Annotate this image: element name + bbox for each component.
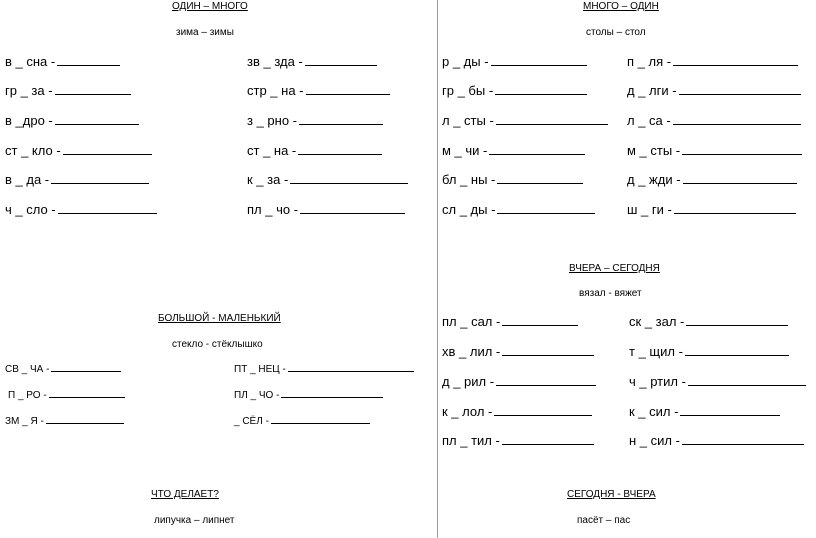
exercise-item: стр _ на -: [247, 84, 390, 97]
exercise-item: в _ сна -: [5, 55, 120, 68]
exercise-item: ч _ ртил -: [629, 375, 806, 388]
exercise-item: зв _ зда -: [247, 55, 377, 68]
example-segodnya-vchera: пасёт – пас: [577, 515, 631, 526]
exercise-item: р _ ды -: [442, 55, 587, 68]
example-bolshoy-malenkiy: стекло - стёклышко: [172, 339, 263, 350]
exercise-item: гр _ бы -: [442, 84, 587, 97]
exercise-item: п _ ля -: [627, 55, 798, 68]
section-title-vchera-segodnya: ВЧЕРА – СЕГОДНЯ: [569, 263, 660, 274]
example-mnogo-odin: столы – стол: [586, 27, 646, 38]
exercise-item: пл _ чо -: [247, 203, 405, 216]
exercise-item: бл _ ны -: [442, 173, 583, 186]
exercise-item: т _ щил -: [629, 345, 789, 358]
exercise-item: в _ да -: [5, 173, 149, 186]
exercise-item: з _ рно -: [247, 114, 383, 127]
column-divider: [437, 0, 438, 538]
exercise-item: пл _ тил -: [442, 434, 594, 447]
example-chto-delaet: липучка – липнет: [154, 515, 235, 526]
exercise-item: д _ жди -: [627, 173, 797, 186]
section-title-chto-delaet: ЧТО ДЕЛАЕТ?: [151, 489, 219, 500]
exercise-item: сл _ ды -: [442, 203, 595, 216]
exercise-item: л _ са -: [627, 114, 801, 127]
exercise-item: ш _ ги -: [627, 203, 796, 216]
exercise-item: ст _ на -: [247, 144, 382, 157]
exercise-item: д _ лги -: [627, 84, 801, 97]
section-title-segodnya-vchera: СЕГОДНЯ - ВЧЕРА: [567, 489, 656, 500]
exercise-item: м _ чи -: [442, 144, 585, 157]
exercise-item: к _ сил -: [629, 405, 780, 418]
exercise-item: _ СЁЛ -: [234, 417, 370, 427]
exercise-item: пл _ сал -: [442, 315, 578, 328]
exercise-item: гр _ за -: [5, 84, 131, 97]
exercise-item: П _ РО -: [8, 391, 125, 401]
exercise-item: л _ сты -: [442, 114, 608, 127]
exercise-item: в _дро -: [5, 114, 139, 127]
exercise-item: ПТ _ НЕЦ -: [234, 365, 414, 375]
example-vchera-segodnya: вязал - вяжет: [579, 288, 642, 299]
exercise-item: ск _ зал -: [629, 315, 788, 328]
section-title-bolshoy-malenkiy: БОЛЬШОЙ - МАЛЕНЬКИЙ: [158, 313, 281, 324]
exercise-item: ч _ сло -: [5, 203, 157, 216]
example-odin-mnogo: зима – зимы: [176, 27, 234, 38]
exercise-item: к _ лол -: [442, 405, 592, 418]
section-title-odin-mnogo: ОДИН – МНОГО: [172, 1, 248, 12]
exercise-item: ПЛ _ ЧО -: [234, 391, 383, 401]
exercise-item: ЗМ _ Я -: [5, 417, 124, 427]
exercise-item: д _ рил -: [442, 375, 596, 388]
exercise-item: к _ за -: [247, 173, 408, 186]
exercise-item: СВ _ ЧА -: [5, 365, 121, 375]
exercise-item: н _ сил -: [629, 434, 804, 447]
exercise-item: ст _ кло -: [5, 144, 152, 157]
exercise-item: хв _ лил -: [442, 345, 594, 358]
exercise-item: м _ сты -: [627, 144, 802, 157]
section-title-mnogo-odin: МНОГО – ОДИН: [583, 1, 659, 12]
